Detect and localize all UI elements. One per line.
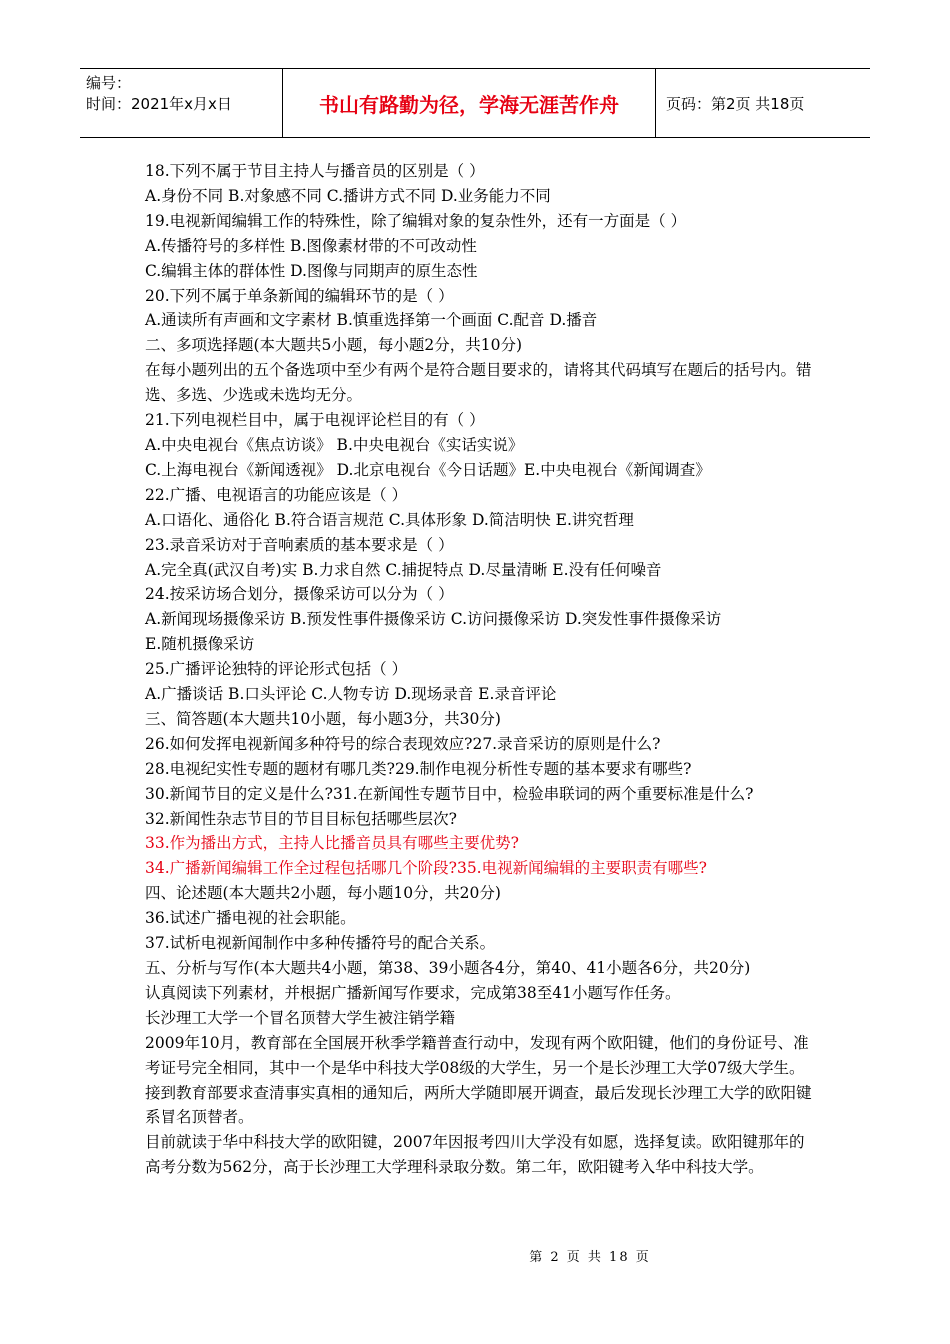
text-line: 24.按采访场合划分，摄像采访可以分为（ ） — [145, 585, 454, 604]
text-line: A.口语化、通俗化 B.符合语言规范 C.具体形象 D.简洁明快 E.讲究哲理 — [145, 510, 634, 529]
text-line: 26.如何发挥电视新闻多种符号的综合表现效应?27.录音采访的原则是什么? — [145, 734, 661, 753]
text-line: A.广播谈话 B.口头评论 C.人物专访 D.现场录音 E.录音评论 — [145, 685, 557, 704]
text-line: 长沙理工大学一个冒名顶替大学生被注销学籍 — [145, 1008, 456, 1027]
text-line: C.上海电视台《新闻透视》 D.北京电视台《今日话题》E.中央电视台《新闻调查》 — [145, 460, 711, 479]
number-label: 编号： — [86, 74, 132, 92]
text-line: 37.试析电视新闻制作中多种传播符号的配合关系。 — [145, 934, 496, 953]
header-motto: 书山有路勤为径，学海无涯苦作舟 — [283, 69, 656, 137]
header-page-label: 页码：第2页 共18页 — [666, 94, 805, 113]
text-line: 33.作为播出方式，主持人比播音员具有哪些主要优势? — [145, 834, 519, 853]
text-line: 二、多项选择题(本大题共5小题，每小题2分，共10分) — [145, 336, 523, 355]
text-line: 认真阅读下列素材，并根据广播新闻写作要求，完成第38至41小题写作任务。 — [145, 983, 681, 1002]
text-line: E.随机摄像采访 — [145, 635, 255, 654]
text-line: 在每小题列出的五个备选项中至少有两个是符合题目要求的，请将其代码填写在题后的括号内。错选、多选、少选或未选均无分。 — [145, 361, 812, 405]
text-line: 五、分析与写作(本大题共4小题，第38、39小题各4分，第40、41小题各6分，共20分) — [145, 959, 751, 977]
text-line: 19.电视新闻编辑工作的特殊性，除了编辑对象的复杂性外，还有一方面是（ ） — [145, 211, 687, 230]
text-line: 三、简答题(本大题共10小题，每小题3分，共30分) — [145, 709, 501, 728]
page-header — [80, 68, 870, 138]
text-line: 22.广播、电视语言的功能应该是（ ） — [145, 485, 408, 504]
text-line: 21.下列电视栏目中，属于电视评论栏目的有（ ） — [145, 411, 485, 430]
text-line: A.通读所有声画和文字素材 B.慎重选择第一个画面 C.配音 D.播音 — [145, 311, 598, 330]
text-line: C.编辑主体的群体性 D.图像与同期声的原生态性 — [145, 261, 478, 280]
text-line: A.中央电视台《焦点访谈》 B.中央电视台《实话实说》 — [145, 435, 524, 454]
text-line: A.传播符号的多样性 B.图像素材带的不可改动性 — [145, 236, 477, 255]
text-line: 18.下列不属于节目主持人与播音员的区别是（ ） — [145, 162, 485, 180]
text-line: 20.下列不属于单条新闻的编辑环节的是（ ） — [145, 286, 454, 305]
text-line: 25.广播评论独特的评论形式包括（ ） — [145, 660, 408, 679]
text-line: 四、论述题(本大题共2小题，每小题10分，共20分) — [145, 884, 501, 903]
text-line: 2009年10月，教育部在全国展开秋季学籍普查行动中，发现有两个欧阳键，他们的身份证号、准考证号完全相同，其中一个是华中科技大学08级的大学生，另一个是长沙理工大学07级大学生。接到教育部要求查清事实真相的通知后，两所大学随即展开调查，最后发现长沙理工大学的欧阳键系冒名顶替者。 — [145, 1033, 812, 1127]
text-line: 36.试述广播电视的社会职能。 — [145, 909, 356, 928]
text-line: 28.电视纪实性专题的题材有哪几类?29.制作电视分析性专题的基本要求有哪些? — [145, 759, 692, 778]
text-line: A.完全真(武汉自考)实 B.力求自然 C.捕捉特点 D.尽量清晰 E.没有任何噪音 — [145, 560, 662, 579]
header-info-cell — [80, 69, 283, 137]
text-line: A.新闻现场摄像采访 B.预发性事件摄像采访 C.访问摄像采访 D.突发性事件摄像采访 — [145, 610, 722, 629]
text-line: A.身份不同 B.对象感不同 C.播讲方式不同 D.业务能力不同 — [145, 186, 551, 205]
text-line: 32.新闻性杂志节目的节目目标包括哪些层次? — [145, 809, 457, 828]
text-line: 34.广播新闻编辑工作全过程包括哪几个阶段?35.电视新闻编辑的主要职责有哪些? — [145, 859, 707, 878]
page-footer: 第 2 页 共 18 页 — [529, 1250, 651, 1265]
text-line: 23.录音采访对于音响素质的基本要求是（ ） — [145, 535, 454, 554]
time-label: 时间：2021年x月x日 — [86, 95, 232, 113]
document-body — [145, 159, 813, 1180]
text-line: 目前就读于华中科技大学的欧阳键，2007年因报考四川大学没有如愿，选择复读。欧阳键那年的高考分数为562分，高于长沙理工大学理科录取分数。第二年，欧阳键考入华中科技大学。 — [145, 1133, 805, 1177]
text-line: 30.新闻节目的定义是什么?31.在新闻性专题节目中，检验串联词的两个重要标准是什么? — [145, 784, 754, 803]
